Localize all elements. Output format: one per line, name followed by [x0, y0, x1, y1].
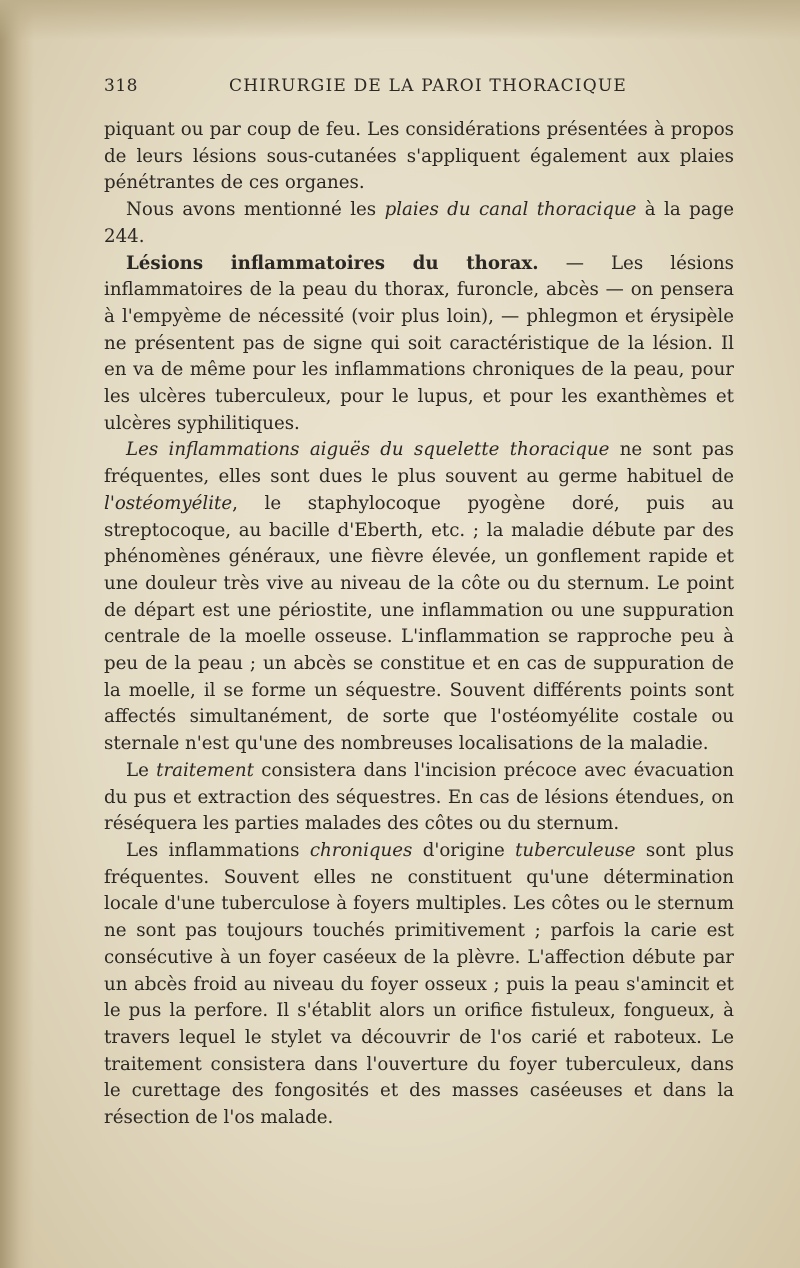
section-heading: Lésions inflammatoires du thorax.: [126, 252, 539, 274]
italic-term: Les inflammations aiguës du squelette thoracique: [126, 439, 610, 461]
paragraph-text: — Les lésions inflammatoires de la peau du thorax, furoncle, abcès — on pensera à l'empyème de nécessité (voir plus loin), — phlegmon et érysipèle ne présentent pas de signe qui soit caractéristique de la lésion. Il en va de même pour les inflammations chroniques de la peau, pour les ulcères tuberculeux, pour le lupus, et pour les exanthèmes et ulcères syphilitiques.: [104, 252, 734, 434]
paragraph-inflammatory-lesions: [104, 251, 734, 438]
paragraph-text: Les inflammations: [126, 839, 310, 861]
paragraph-text: Le: [126, 759, 157, 781]
running-title: CHIRURGIE DE LA PAROI THORACIQUE: [229, 76, 627, 96]
page-edge-shadow: [0, 0, 34, 1268]
page-number: 318: [104, 76, 138, 96]
cross-reference-term: plaies du canal thoracique: [384, 199, 637, 221]
paragraph-text: , le staphylocoque pyogène doré, puis au streptocoque, au bacille d'Eberth, etc. ; la maladie débute par des phénomènes généraux, une fièvre élevée, un gonflement rapide et une douleur très vive au niveau de la côte ou du sternum. Le point de départ est une périostite, une inflammation ou une suppuration centrale de la moelle osseuse. L'inflammation se rapproche peu à peu de la peau ; un abcès se constitue et en cas de suppuration de la moelle, il se forme un séquestre. Souvent différents points sont affectés simultanément, de sorte que l'ostéomyélite costale ou sternale n'est qu'une des nombreuses localisations de la maladie.: [104, 492, 734, 755]
paragraph-acute-inflammations: [104, 437, 734, 757]
paragraph-text: ne sont pas fréquentes, elles sont dues le plus souvent au germe habituel de: [104, 439, 735, 488]
paragraph-text: Nous avons mentionné les: [126, 199, 385, 221]
paragraph-chronic-inflammations: [104, 838, 734, 1132]
paragraph-treatment: [104, 758, 734, 838]
paragraph-text: consistera dans l'incision précoce avec évacuation du pus et extraction des séquestres. En cas de lésions étendues, on réséquera les parties malades des côtes ou du sternum.: [104, 759, 734, 835]
paragraph-text: à la page 244.: [104, 199, 734, 247]
page-top-shadow: [0, 0, 800, 40]
paragraph-reference: [104, 197, 734, 250]
body-text: [104, 117, 734, 1132]
italic-term: traitement: [156, 759, 254, 781]
page-header: [104, 76, 734, 100]
paragraph-text: piquant ou par coup de feu. Les considérations présentées à propos de leurs lésions sous-cutanées s'appliquent également aux plaies pénétrantes de ces organes.: [104, 119, 734, 194]
italic-term: l'ostéomyélite: [104, 492, 233, 514]
paragraph-continuation: [104, 117, 734, 197]
italic-term: chroniques: [309, 839, 413, 861]
paragraph-text: sont plus fréquentes. Souvent elles ne constituent qu'une détermination locale d'une tuberculose à foyers multiples. Les côtes ou le sternum ne sont pas toujours touchés primitivement ; parfois la carie est consécutive à un foyer caséeux de la plèvre. L'affection débute par un abcès froid au niveau du foyer osseux ; puis la peau s'amincit et le pus la perfore. Il s'établit alors un orifice fistuleux, fongueux, à travers lequel le stylet va découvrir de l'os carié et raboteux. Le traitement consistera dans l'ouverture du foyer tuberculeux, dans le curettage des fongosités et des masses caséeuses et dans la résection de l'os malade.: [104, 839, 735, 1129]
italic-term: tuberculeuse: [515, 839, 636, 861]
paragraph-text: d'origine: [412, 839, 516, 861]
